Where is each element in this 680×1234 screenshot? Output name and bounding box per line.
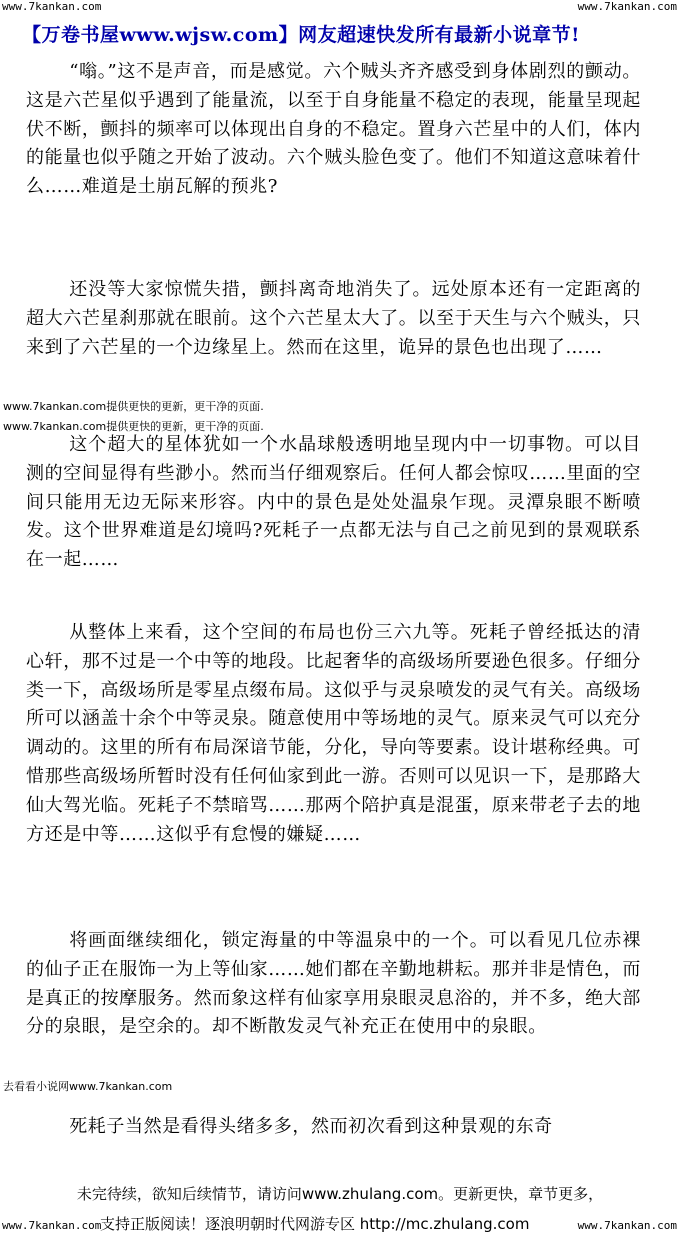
watermark-top-left: www.7kankan.com <box>2 0 102 13</box>
promo-line-1: www.7kankan.com提供更快的更新，更干净的页面. <box>3 400 264 413</box>
promo-line-2: www.7kankan.com提供更快的更新，更干净的页面. <box>3 420 264 433</box>
footer-notice: 未完待续，欲知后续情节，请访问www.zhulang.com。更新更快，章节更多， <box>76 1185 604 1203</box>
site-header-banner: 【万卷书屋www.wjsw.com】网友超速快发所有最新小说章节! <box>22 24 580 46</box>
paragraph-5: 将画面继续细化，锁定海量的中等温泉中的一个。可以看见几位赤裸的仙子正在服饰一为上等仙家……她们都在辛勤地耕耘。那并非是情色，而是真正的按摩服务。然而象这样有仙家享用泉眼灵息浴的，并不多，绝大部分的泉眼，是空余的。却不断散发灵气补充正在使用中的泉眼。 <box>26 930 641 1038</box>
watermark-top-right: www.7kankan.com <box>577 0 677 13</box>
watermark-bottom-left: www.7kankan.com <box>2 1219 102 1232</box>
watermark-bottom-right: www.7kankan.com <box>577 1219 677 1232</box>
paragraph-2: 还没等大家惊慌失措，颤抖离奇地消失了。远处原本还有一定距离的超大六芒星刹那就在眼前。这个六芒星太大了。以至于天生与六个贼头，只来到了六芒星的一个边缘星上。然而在这里，诡异的景色也出现了…… <box>26 279 641 358</box>
paragraph-4: 从整体上来看，这个空间的布局也份三六九等。死耗子曾经抵达的清心轩，那不过是一个中等的地段。比起奢华的高级场所要逊色很多。仔细分类一下，高级场所是零星点缀布局。这似乎与灵泉喷发的灵气有关。高级场所可以涵盖十余个中等灵泉。随意使用中等场地的灵气。原来灵气可以充分调动的。这里的所有布局深谙节能，分化，导向等要素。设计堪称经典。可惜那些高级场所暂时没有任何仙家到此一游。否则可以见识一下，是那路大仙大驾光临。死耗子不禁暗骂……那两个陪护真是混蛋，原来带老子去的地方还是中等……这似乎有怠慢的嫌疑…… <box>26 622 641 845</box>
paragraph-3: 这个超大的星体犹如一个水晶球般透明地呈现内中一切事物。可以目测的空间显得有些渺小。然而当仔细观察后。任何人都会惊叹……里面的空间只能用无边无际来形容。内中的景色是处处温泉乍现。灵潭泉眼不断喷发。这个世界难道是幻境吗?死耗子一点都无法与自己之前见到的景观联系在一起…… <box>26 434 641 571</box>
paragraph-6: 死耗子当然是看得头绪多多，然而初次看到这种景观的东奇 <box>69 1116 553 1137</box>
promo-side-link: 去看看小说网www.7kankan.com <box>3 1080 173 1093</box>
paragraph-1: “嗡。”这不是声音，而是感觉。六个贼头齐齐感受到身体剧烈的颤动。这是六芒星似乎遇到了能量流，以至于自身能量不稳定的表现，能量呈现起伏不断，颤抖的频率可以体现出自身的不稳定。置身六芒星中的人们，体内的能量也似乎随之开始了波动。六个贼头脸色变了。他们不知道这意味着什么……难道是土崩瓦解的预兆? <box>26 61 641 198</box>
footer-link[interactable]: 支持正版阅读！逐浪明朝时代网游专区 http://mc.zhulang.com <box>100 1215 530 1233</box>
